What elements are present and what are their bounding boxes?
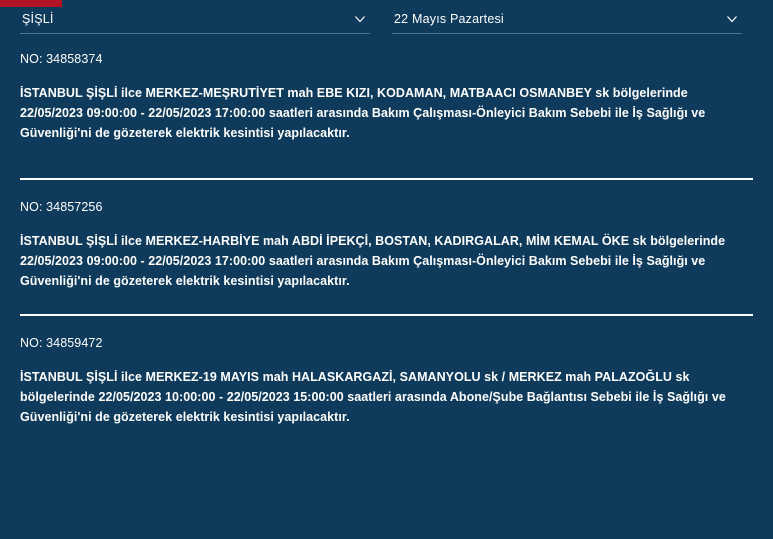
chevron-down-icon (726, 13, 738, 25)
outage-number: NO: 34859472 (20, 336, 103, 350)
date-select[interactable] (392, 10, 742, 34)
district-select-value: ŞİŞLİ (22, 12, 54, 26)
list-item (20, 336, 753, 427)
list-divider (20, 314, 753, 316)
outage-description: İSTANBUL ŞİŞLİ ilce MERKEZ-MEŞRUTİYET mah EBE KIZI, KODAMAN, MATBAACI OSMANBEY sk bölgelerinde 22/05/2023 09:00:00 - 22/05/2023 17:00:00 saatleri arasında Bakım Çalışması-Önleyici Bakım Sebebi ile İş Sağlığı ve Güvenliği'ni de gözeterek elektrik kesintisi yapılacaktır. (20, 86, 706, 140)
date-select-value: 22 Mayıs Pazartesi (394, 12, 504, 26)
list-item (20, 52, 753, 143)
outage-description: İSTANBUL ŞİŞLİ ilce MERKEZ-19 MAYIS mah HALASKARGAZİ, SAMANYOLU sk / MERKEZ mah PALAZOĞLU sk bölgelerinde 22/05/2023 10:00:00 - 22/05/2023 15:00:00 saatleri arasında Abone/Şube Bağlantısı Sebebi ile İş Sağlığı ve Güvenliği'ni de gözeterek elektrik kesintisi yapılacaktır. (20, 370, 726, 424)
outage-number: NO: 34857256 (20, 200, 103, 214)
filter-bar (0, 0, 773, 34)
district-select[interactable] (20, 10, 370, 34)
list-item (20, 200, 753, 291)
list-divider (20, 178, 753, 180)
chevron-down-icon (354, 13, 366, 25)
outage-list (0, 34, 773, 427)
brand-accent-bar (0, 0, 62, 7)
outage-description: İSTANBUL ŞİŞLİ ilce MERKEZ-HARBİYE mah ABDİ İPEKÇİ, BOSTAN, KADIRGALAR, MİM KEMAL ÖKE sk bölgelerinde 22/05/2023 09:00:00 - 22/05/2023 17:00:00 saatleri arasında Bakım Çalışması-Önleyici Bakım Sebebi ile İş Sağlığı ve Güvenliği'ni de gözeterek elektrik kesintisi yapılacaktır. (20, 234, 726, 288)
outage-number: NO: 34858374 (20, 52, 103, 66)
